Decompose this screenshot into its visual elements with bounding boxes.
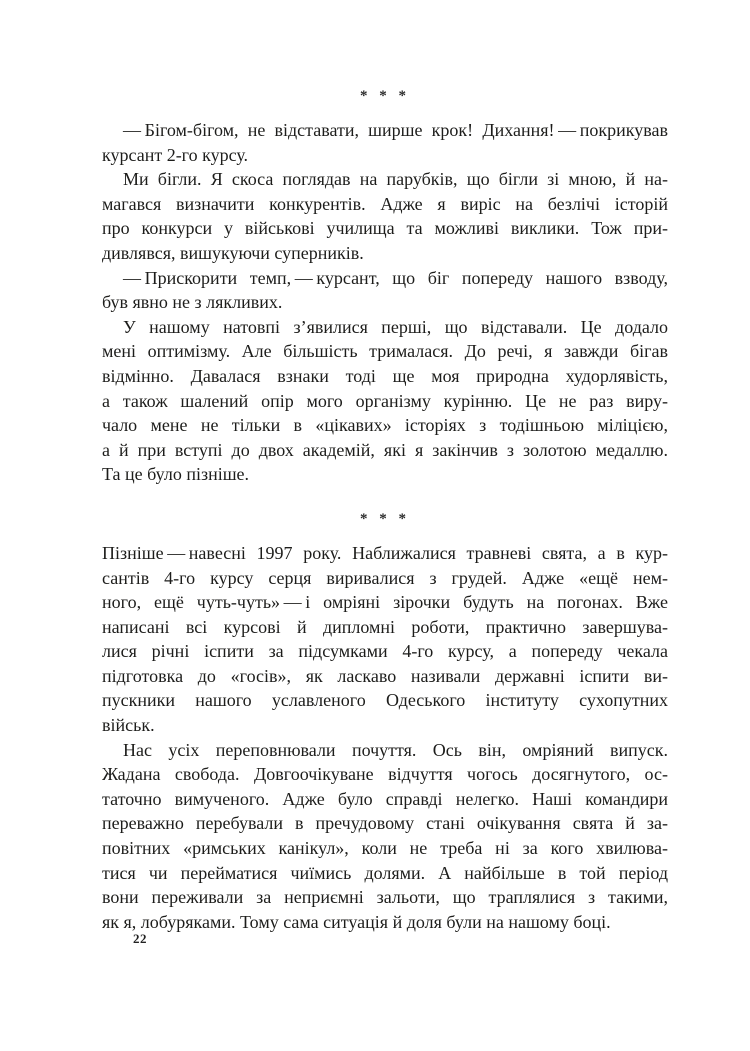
text-line: повітних «римських канікул», коли не треба ні за кого хвилюва- bbox=[102, 838, 668, 859]
text-line: Ми бігли. Я скоса поглядав на парубків, що бігли зі мною, й на- bbox=[123, 169, 668, 190]
text-line: — Бігом-бігом, не відставати, ширше крок! Дихання! — покрикував bbox=[123, 120, 668, 140]
text-line: військ. bbox=[102, 715, 155, 736]
text-line: був явно не з лякливих. bbox=[102, 292, 283, 313]
text-line: мені оптимізму. Але більшість трималася. До речі, я завжди бігав bbox=[102, 341, 668, 362]
text-line: Жадана свобода. Довгоочікуване відчуття чогось досягнутого, ос- bbox=[102, 764, 668, 785]
section-separator: * * * bbox=[360, 88, 410, 104]
text-line: таточно вимученого. Адже було справді нелегко. Наші командири bbox=[102, 788, 668, 809]
text-line: а також шалений опір мого організму курінню. Це не раз виру- bbox=[102, 390, 668, 411]
text-line: тися чи перейматися чиїмись долями. А найбільше в той період bbox=[102, 862, 668, 883]
text-line: а й при вступі до двох академій, які я закінчив з золотою медаллю. bbox=[102, 439, 668, 460]
text-line: переважно перебували в пречудовому стані очікування свята й за- bbox=[102, 813, 668, 834]
text-line: Та це було пізніше. bbox=[102, 464, 250, 485]
text-line: магався визначити конкурентів. Адже я виріс на безлічі історій bbox=[102, 193, 668, 214]
text-line: чало мене не тільки в «цікавих» історіях з тодішньою міліцією, bbox=[102, 415, 668, 436]
text-line: У нашому натовпі з’явилися перші, що відставали. Це додало bbox=[123, 316, 668, 337]
text-line: відмінно. Давалася взнаки тоді ще моя природна худорлявість, bbox=[102, 365, 668, 386]
page-body bbox=[102, 86, 668, 934]
paragraph bbox=[102, 315, 668, 487]
text-line: вони переживали за неприємні зальоти, що траплялися з такими, bbox=[102, 887, 668, 908]
text-line: дивлявся, вишукуючи суперників. bbox=[102, 242, 364, 263]
text-line: пускники нашого уславленого Одеського інституту сухопутних bbox=[102, 690, 668, 711]
text-line: Пізніше — навесні 1997 року. Наближалися травневі свята, а в кур- bbox=[102, 542, 668, 563]
paragraph bbox=[102, 118, 668, 167]
paragraph bbox=[102, 266, 668, 315]
page-number: 22 bbox=[133, 931, 147, 946]
text-line: підготовка до «госів», як ласкаво називали державні іспити ви- bbox=[102, 665, 668, 686]
paragraph bbox=[102, 541, 668, 738]
paragraph bbox=[102, 738, 668, 935]
text-line: як я, лобуряками. Тому сама ситуація й доля були на нашому боці. bbox=[102, 911, 611, 932]
text-line: сантів 4-го курсу серця виривалися з грудей. Адже «ещё нем- bbox=[102, 567, 668, 588]
text-line: ного, ещё чуть-чуть» — і омріяні зірочки будуть на погонах. Вже bbox=[102, 592, 668, 613]
text-line: лися річні іспити за підсумками 4-го курсу, а попереду чекала bbox=[102, 641, 668, 662]
text-line: написані всі курсові й дипломні роботи, практично завершува- bbox=[102, 616, 668, 637]
paragraph bbox=[102, 167, 668, 265]
text-line: курсант 2-го курсу. bbox=[102, 144, 249, 165]
text-line: — Прискорити темп, — курсант, що біг попереду нашого взводу, bbox=[123, 267, 668, 288]
section-separator: * * * bbox=[360, 510, 410, 527]
text-line: Нас усіх переповнювали почуття. Ось він, омріяний випуск. bbox=[123, 739, 668, 760]
text-line: про конкурси у військові училища та можливі виклики. Тож при- bbox=[102, 218, 668, 239]
